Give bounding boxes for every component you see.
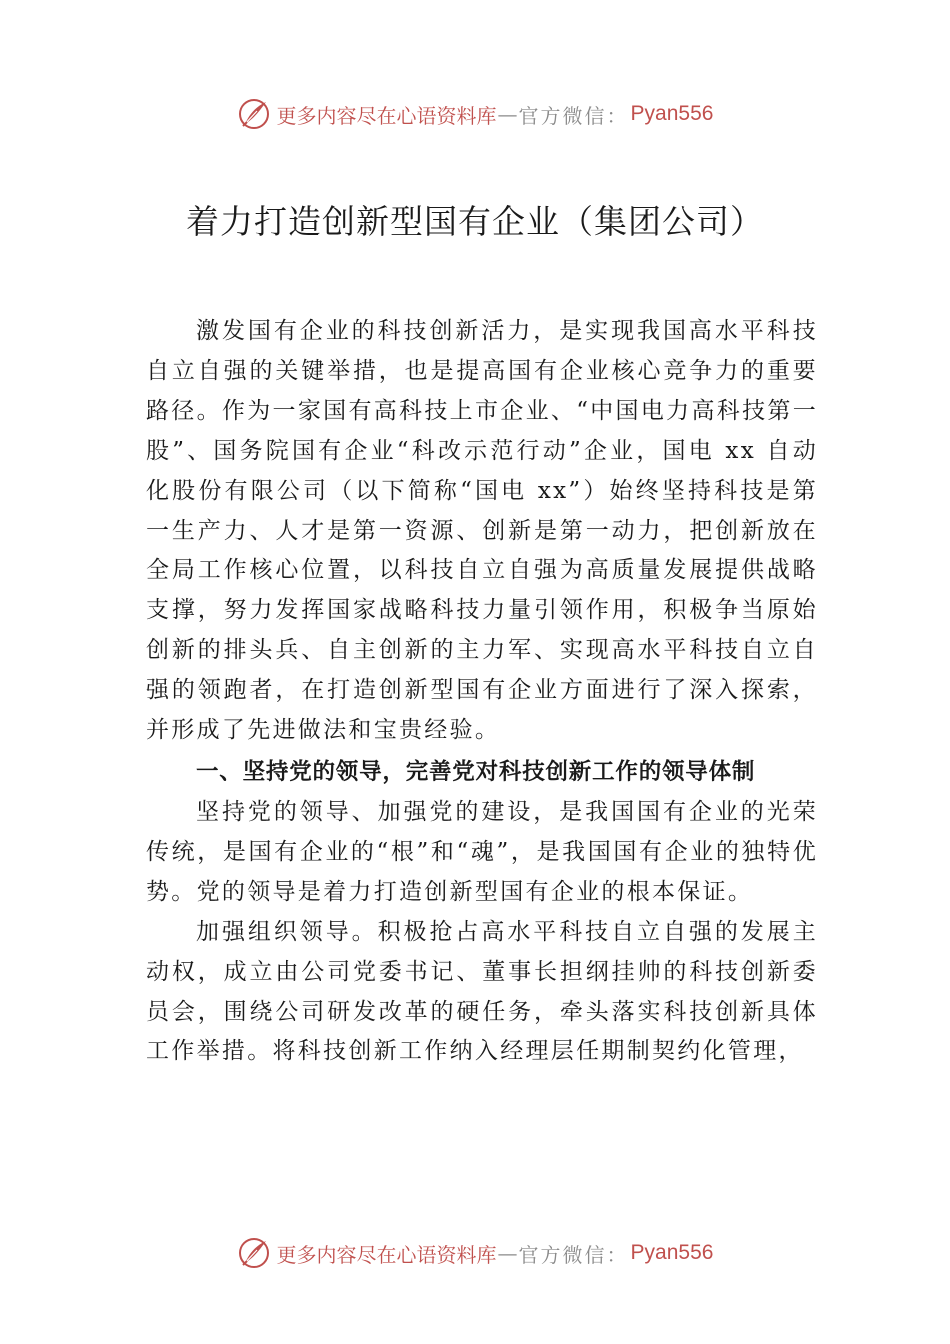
document-body — [146, 312, 818, 1072]
section-paragraph: 坚持党的领导、加强党的建设，是我国国有企业的光荣传统，是国有企业的“根”和“魂”，是我国国有企业的独特优势。党的领导是着力打造创新型国有企业的根本保证。 — [146, 798, 818, 905]
wechat-label: 官方微信： — [518, 103, 629, 128]
brand-text: 更多内容尽在心语资料库 — [276, 1242, 497, 1267]
section-heading: 一、坚持党的领导，完善党对科技创新工作的领导体制 — [196, 758, 756, 785]
banner-dash: — — [497, 102, 518, 126]
brand-text: 更多内容尽在心语资料库 — [276, 103, 497, 128]
wechat-label: 官方微信： — [518, 1242, 629, 1267]
feather-pen-logo-icon — [237, 97, 271, 131]
section-paragraph: 加强组织领导。积极抢占高水平科技自立自强的发展主动权，成立由公司党委书记、董事长担纲挂帅的科技创新委员会，围绕公司研发改革的硬任务，牵头落实科技创新具体工作举措。将科技创新工作纳入经理层任期制契约化管理， — [146, 918, 818, 1065]
wechat-id: Pyan556 — [630, 102, 714, 125]
feather-pen-logo-icon — [237, 1236, 271, 1270]
intro-paragraph: 激发国有企业的科技创新活力，是实现我国高水平科技自立自强的关键举措，也是提高国有企业核心竞争力的重要路径。作为一家国有高科技上市企业、“中国电力高科技第一股”、国务院国有企业“科改示范行动”企业，国电 xx 自动化股份有限公司（以下简称“国电 xx”）始终坚持科技是第一生产力、人才是第一资源、创新是第一动力，把创新放在全局工作核心位置，以科技自立自强为高质量发展提供战略支撑，努力发挥国家战略科技力量引领作用，积极争当原始创新的排头兵、自主创新的主力军、实现高水平科技自立自强的领跑者，在打造创新型国有企业方面进行了深入探索， 并形成了先进做法和宝贵经验。 — [146, 318, 818, 744]
header-banner — [0, 94, 950, 134]
document-title: 着力打造创新型国有企业（集团公司） — [186, 202, 764, 241]
banner-dash: — — [497, 1241, 518, 1265]
footer-banner — [0, 1233, 950, 1273]
wechat-id: Pyan556 — [630, 1241, 714, 1264]
